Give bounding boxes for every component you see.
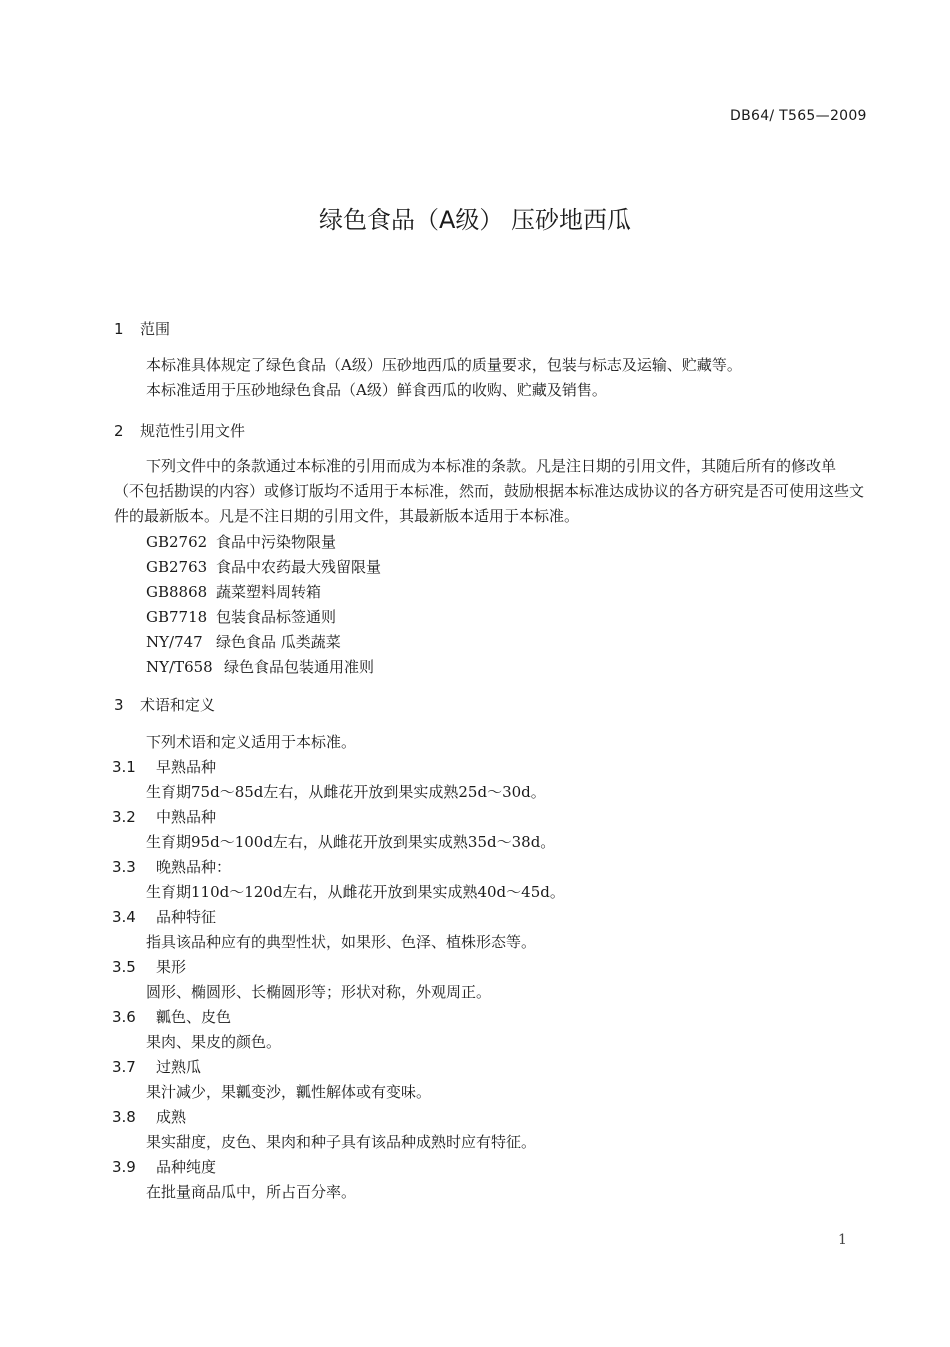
term-heading — [112, 1106, 186, 1127]
section-number: 1 — [114, 320, 124, 338]
reference-name: 包装食品标签通则 — [216, 608, 337, 626]
term-number: 3.7 — [112, 1058, 136, 1076]
reference-name: 食品中污染物限量 — [216, 533, 337, 551]
term-title: 晚熟品种： — [156, 858, 232, 876]
term-number: 3.1 — [112, 758, 136, 776]
term-definition: 生育期75d～85d左右，从雌花开放到果实成熟25d～30d。 — [146, 783, 546, 801]
term-title: 瓤色、皮色 — [156, 1008, 232, 1026]
term-definition: 指具该品种应有的典型性状，如果形、色泽、植株形态等。 — [146, 933, 537, 951]
term-heading — [112, 956, 186, 977]
reference-name: 绿色食品 瓜类蔬菜 — [216, 633, 341, 651]
term-definition: 果肉、果皮的颜色。 — [146, 1033, 282, 1051]
reference-name: 食品中农药最大残留限量 — [216, 558, 382, 576]
reference-code: NY/747 — [146, 633, 203, 651]
reference-item — [146, 656, 374, 677]
term-definition: 圆形、椭圆形、长椭圆形等；形状对称，外观周正。 — [146, 983, 492, 1001]
section-number: 2 — [114, 422, 124, 440]
section-number: 3 — [114, 696, 124, 714]
reference-code: NY/T658 — [146, 658, 213, 676]
term-number: 3.5 — [112, 958, 136, 976]
reference-item — [146, 531, 336, 552]
reference-code: GB2763 — [146, 558, 208, 576]
section-3-heading — [114, 694, 215, 715]
reference-item — [146, 556, 381, 577]
scope-paragraph-1: 本标准具体规定了绿色食品（A级）压砂地西瓜的质量要求，包装与标志及运输、贮藏等。 — [146, 356, 742, 374]
term-heading — [112, 806, 216, 827]
term-number: 3.8 — [112, 1108, 136, 1126]
section-title: 范围 — [140, 320, 171, 338]
term-number: 3.6 — [112, 1008, 136, 1026]
scope-paragraph-2: 本标准适用于压砂地绿色食品（A级）鲜食西瓜的收购、贮藏及销售。 — [146, 381, 607, 399]
reference-name: 绿色食品包装通用准则 — [224, 658, 375, 676]
term-definition: 生育期110d～120d左右，从雌花开放到果实成熟40d～45d。 — [146, 883, 565, 901]
reference-code: GB2762 — [146, 533, 208, 551]
term-definition: 果实甜度，皮色、果肉和种子具有该品种成熟时应有特征。 — [146, 1133, 537, 1151]
reference-code: GB7718 — [146, 608, 208, 626]
document-title: 绿色食品（A级） 压砂地西瓜 — [318, 206, 632, 234]
standard-code: DB64/ T565—2009 — [730, 108, 867, 124]
term-heading — [112, 1156, 216, 1177]
term-heading — [112, 1006, 231, 1027]
term-definition: 生育期95d～100d左右，从雌花开放到果实成熟35d～38d。 — [146, 833, 556, 851]
term-heading — [112, 856, 231, 877]
term-title: 果形 — [156, 958, 187, 976]
page-number: 1 — [838, 1232, 847, 1248]
term-number: 3.3 — [112, 858, 136, 876]
term-definition: 果汁减少，果瓤变沙，瓤性解体或有变味。 — [146, 1083, 432, 1101]
term-title: 成熟 — [156, 1108, 187, 1126]
reference-item — [146, 631, 341, 652]
term-title: 中熟品种 — [156, 808, 217, 826]
terms-intro: 下列术语和定义适用于本标准。 — [146, 733, 357, 751]
term-number: 3.2 — [112, 808, 136, 826]
term-title: 品种特征 — [156, 908, 217, 926]
term-heading — [112, 1056, 201, 1077]
section-title: 术语和定义 — [140, 696, 216, 714]
term-heading — [112, 756, 216, 777]
term-title: 过熟瓜 — [156, 1058, 202, 1076]
references-intro: 下列文件中的条款通过本标准的引用而成为本标准的条款。凡是注日期的引用文件，其随后所有的修改单（不包括勘误的内容）或修订版均不适用于本标准，然而，鼓励根据本标准达成协议的各方研究是否可使用这些文件的最新版本。凡是不注日期的引用文件，其最新版本适用于本标准。 — [114, 457, 865, 525]
term-title: 早熟品种 — [156, 758, 217, 776]
term-heading — [112, 906, 216, 927]
reference-code: GB8868 — [146, 583, 208, 601]
section-1-heading — [114, 318, 170, 339]
term-title: 品种纯度 — [156, 1158, 217, 1176]
reference-item — [146, 606, 336, 627]
term-definition: 在批量商品瓜中，所占百分率。 — [146, 1183, 357, 1201]
reference-item — [146, 581, 321, 602]
section-title: 规范性引用文件 — [140, 422, 246, 440]
term-number: 3.9 — [112, 1158, 136, 1176]
term-number: 3.4 — [112, 908, 136, 926]
section-2-heading — [114, 420, 245, 441]
reference-name: 蔬菜塑料周转箱 — [216, 583, 322, 601]
